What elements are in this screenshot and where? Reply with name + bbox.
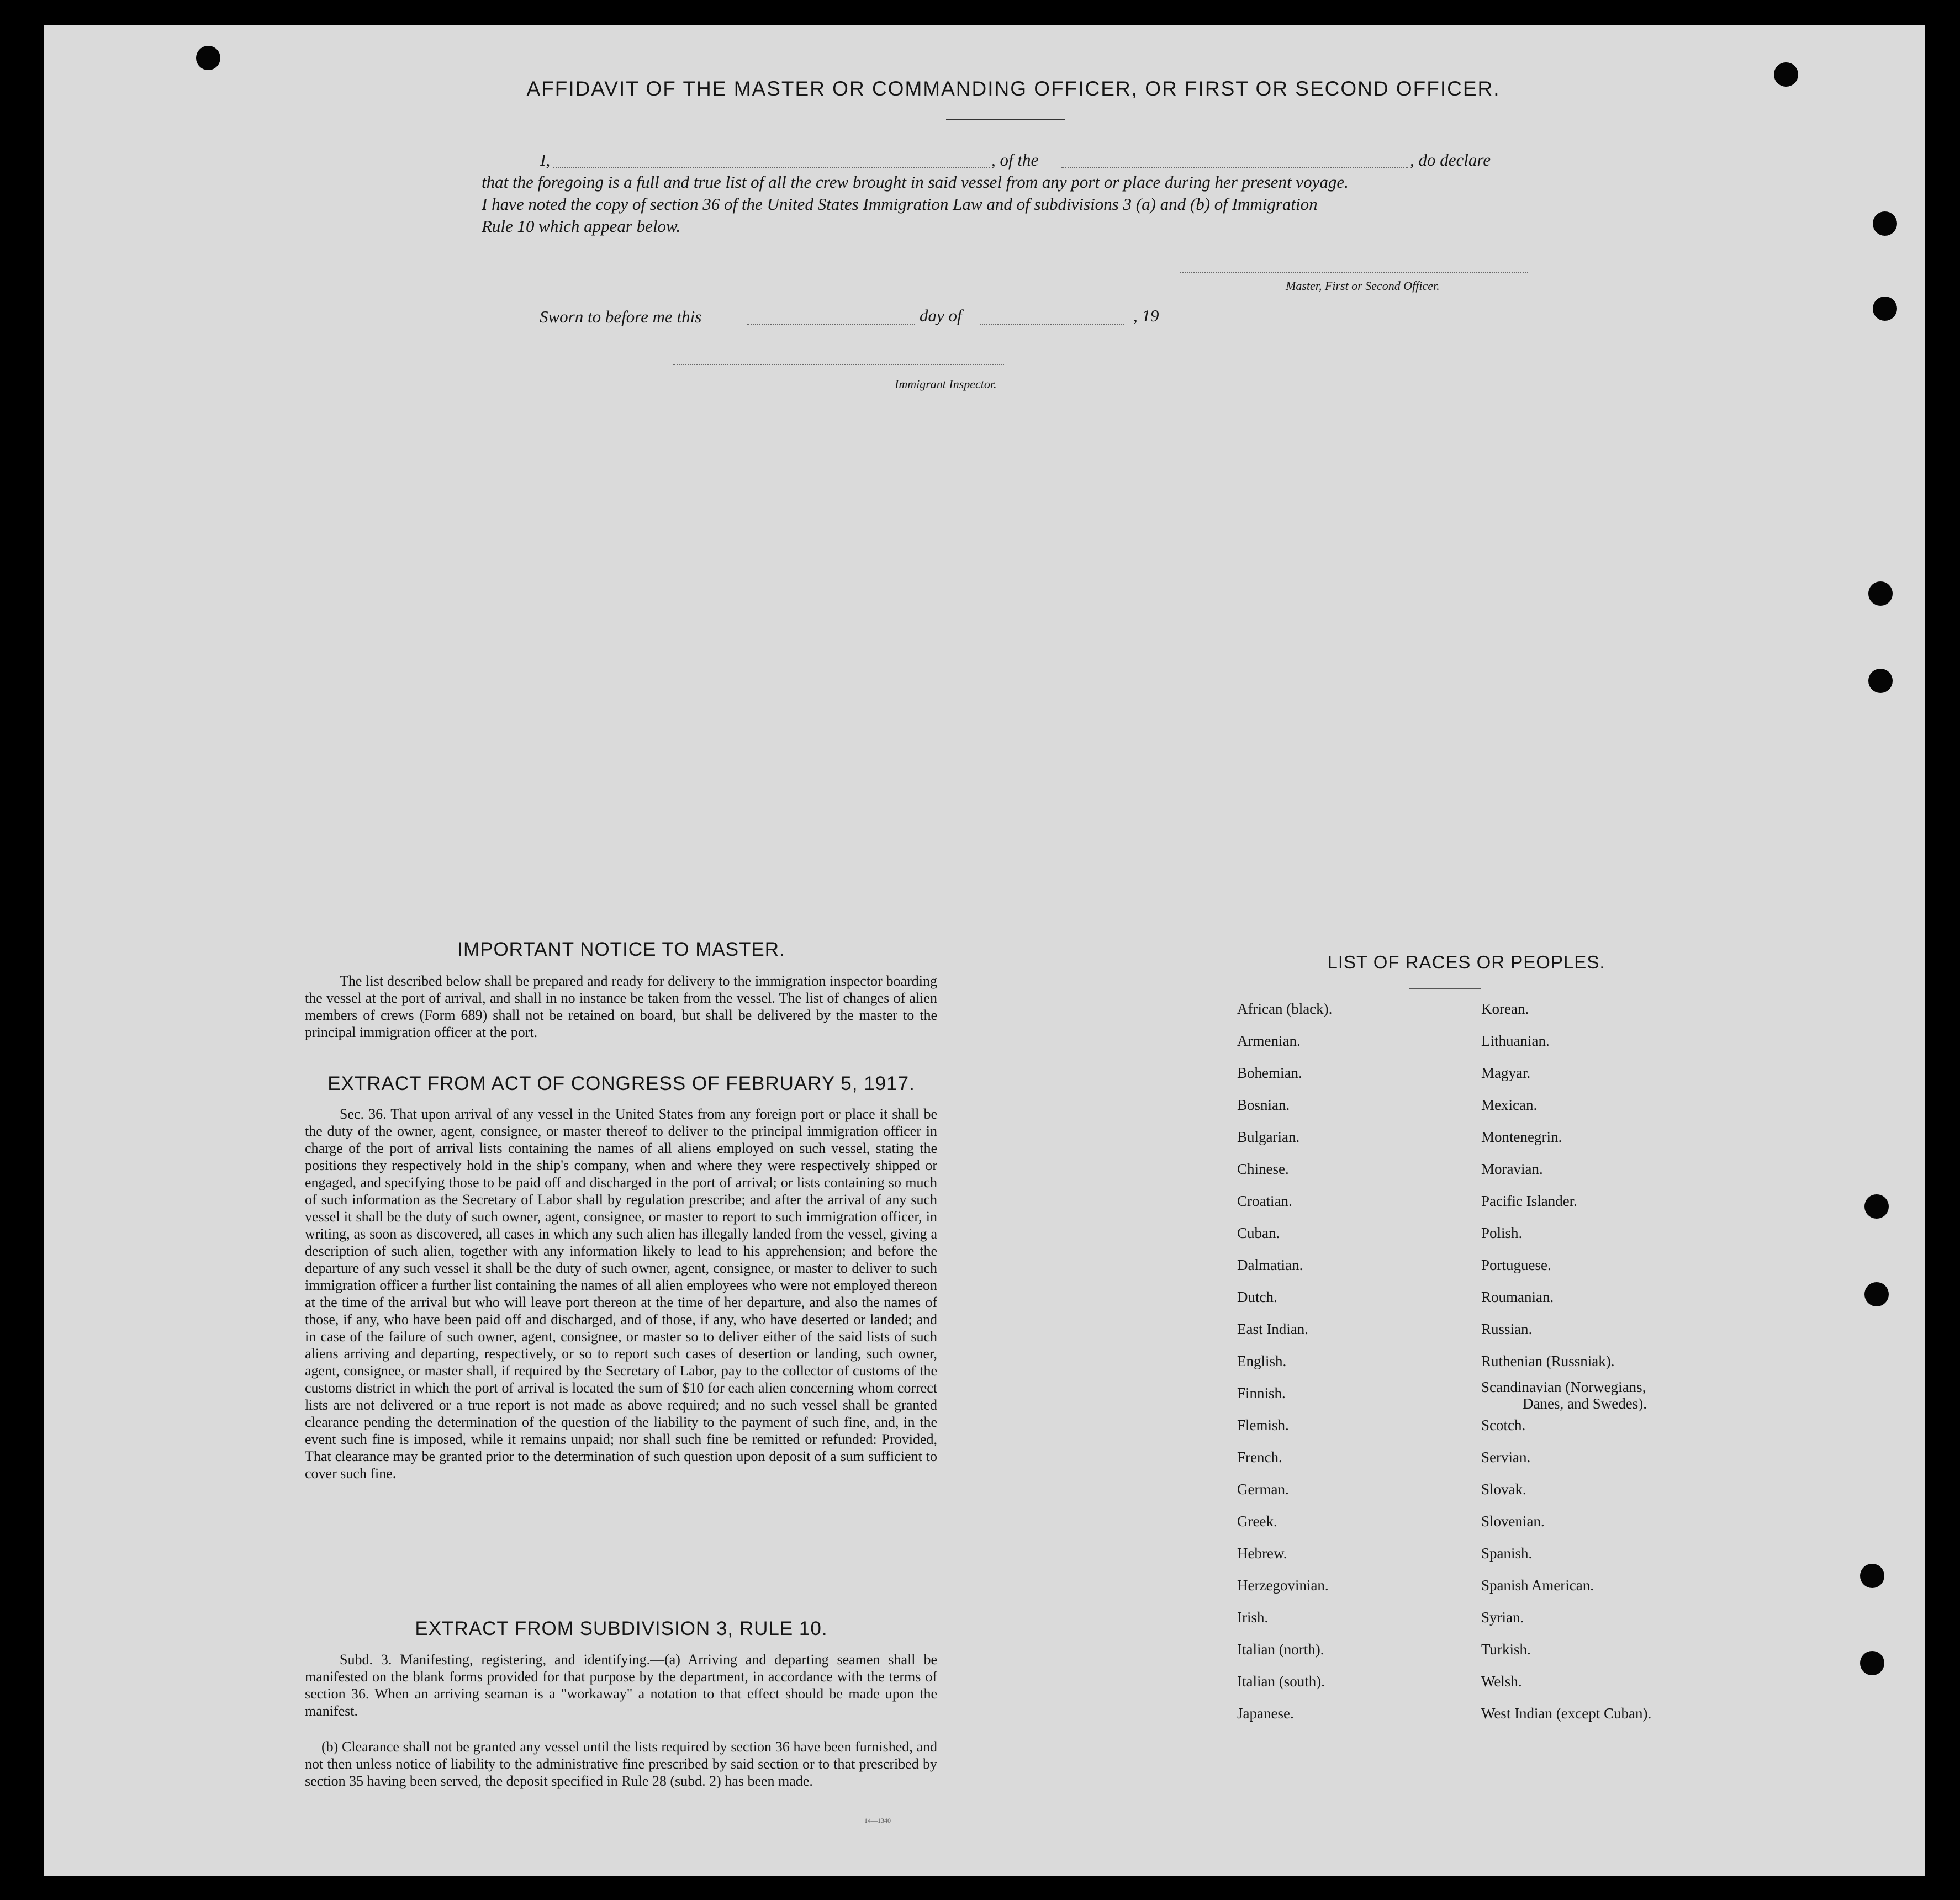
race-item: Russian.	[1481, 1321, 1533, 1337]
notice-body: The list described below shall be prepared and ready for delivery to the immigration inspector boarding the vessel at the port of arrival, and shall in no instance be taken from the vessel. The list of changes of alien members of crews (Form 689) shall not be retained on board, but shall be delivered by the master to the principal immigration officer at the port.	[305, 973, 937, 1040]
race-item: Herzegovinian.	[1237, 1577, 1329, 1594]
race-item: Dalmatian.	[1237, 1257, 1303, 1273]
race-item: German.	[1237, 1481, 1289, 1497]
rule-heading: EXTRACT FROM SUBDIVISION 3, RULE 10.	[415, 1618, 828, 1639]
races-underline	[1409, 988, 1481, 989]
race-item: English.	[1237, 1353, 1287, 1369]
race-item: Syrian.	[1481, 1609, 1524, 1626]
race-item: West Indian (except Cuban).	[1481, 1705, 1652, 1722]
rule-para-a: Subd. 3. Manifesting, registering, and identifying.—(a) Arriving and departing seamen shall be manifested on the blank forms provided for that purpose by the department, in accordance with the terms of section 36. When an arriving seaman is a "workaway" a notation to that effect should be made upon the manifest.	[305, 1652, 937, 1719]
act-body: Sec. 36. That upon arrival of any vessel in the United States from any foreign port or place it shall be the duty of the owner, agent, consignee, or master thereof to deliver to the principal immigration officer in charge of the port of arrival lists containing the names of all aliens employed on such vessel, stating the positions they respectively hold in the ship's company, when and where they were respectively shipped or engaged, and specifying those to be paid off and discharged in the port of arrival; or lists containing so much of such information as the Secretary of Labor shall by regulation prescribe; and after the arrival of any such vessel it shall be the duty of such owner, agent, consignee, or master to report to such immigration officer, in writing, as soon as discovered, all cases in which any such alien has illegally landed from the vessel, giving a description of such alien, together with any information likely to lead to his apprehension; and before the departure of any such vessel it shall be the duty of such owner, agent, consignee, or master to deliver to such immigration officer a further list containing the names of all alien employees who were not employed thereon at the time of the arrival but who will leave port thereon at the time of her departure, and also the names of those, if any, who have been paid off and discharged, and of those, if any, who have deserted or landed; and in case of the failure of such owner, agent, consignee, or master so to deliver either of the said lists of such aliens arriving and departing, respectively, or so to report such cases of desertion or landing, such owner, agent, consignee, or master shall, if required by the Secretary of Labor, pay to the collector of customs of the customs district in which the port of arrival is located the sum of $10 for each alien concerning whom correct lists are not delivered or a true report is not made as above required; and no such vessel shall be granted clearance pending the determination of the question of the liability to the payment of such fine, and, in the event such fine is imposed, while it remains unpaid; nor shall such fine be remitted or refunded: Provided, That clearance may be granted prior to the determination of such question upon deposit of a sum sufficient to cover such fine.	[305, 1106, 937, 1481]
punch-hole	[1873, 211, 1897, 236]
race-item: East Indian.	[1237, 1321, 1308, 1337]
race-item: Montenegrin.	[1481, 1129, 1562, 1145]
punch-hole	[1860, 1651, 1884, 1675]
race-item-continuation: Danes, and Swedes).	[1523, 1395, 1647, 1412]
races-heading: LIST OF RACES OR PEOPLES.	[1327, 952, 1605, 972]
title-underline	[946, 119, 1065, 120]
race-item: Japanese.	[1237, 1705, 1294, 1722]
punch-hole	[1864, 1194, 1889, 1219]
inspector-caption: Immigrant Inspector.	[895, 377, 997, 391]
race-item: Korean.	[1481, 1001, 1529, 1017]
race-item: French.	[1237, 1449, 1282, 1465]
year-text: , 19	[1133, 306, 1159, 325]
punch-hole	[1868, 669, 1893, 693]
race-item: Scotch.	[1481, 1417, 1526, 1433]
race-item: Croatian.	[1237, 1193, 1292, 1209]
race-item: Slovak.	[1481, 1481, 1526, 1497]
race-item: Scandinavian (Norwegians,	[1481, 1379, 1646, 1395]
form-code: 14—1340	[864, 1817, 891, 1824]
race-item: Bosnian.	[1237, 1097, 1290, 1113]
notice-heading: IMPORTANT NOTICE TO MASTER.	[457, 939, 785, 960]
sworn-text: Sworn to before me this	[540, 307, 702, 326]
rule-para-b: (b) Clearance shall not be granted any vessel until the lists required by section 36 have been furnished, and not then unless notice of liability to the administrative fine prescribed by said section or to that prescribed by section 35 having been served, the deposit specified in Rule 28 (subd. 2) has been made.	[305, 1739, 937, 1789]
punch-hole	[1868, 581, 1893, 606]
name-blank[interactable]	[553, 167, 990, 168]
punch-hole	[1873, 297, 1897, 321]
race-item: Turkish.	[1481, 1641, 1531, 1658]
race-item: Cuban.	[1237, 1225, 1280, 1241]
race-item: Hebrew.	[1237, 1545, 1287, 1562]
punch-hole	[1864, 1282, 1889, 1306]
race-item: Servian.	[1481, 1449, 1531, 1465]
affidavit-line-3: I have noted the copy of section 36 of the United States Immigration Law and of subdivisions 3 (a) and (b) of Immigration	[482, 194, 1318, 214]
race-item: Pacific Islander.	[1481, 1193, 1577, 1209]
affidavit-line-2: that the foregoing is a full and true list of all the crew brought in said vessel from any port or place during her present voyage.	[482, 172, 1349, 192]
officer-signature-line[interactable]	[1180, 272, 1528, 273]
race-item: Moravian.	[1481, 1161, 1543, 1177]
punch-hole	[1860, 1564, 1884, 1588]
affidavit-line-4: Rule 10 which appear below.	[482, 216, 681, 236]
race-item: Ruthenian (Russniak).	[1481, 1353, 1615, 1369]
race-item: Portuguese.	[1481, 1257, 1551, 1273]
sworn-day-blank[interactable]	[747, 324, 915, 325]
affidavit-line-i: I,	[540, 150, 551, 170]
race-item: Polish.	[1481, 1225, 1523, 1241]
race-item: Mexican.	[1481, 1097, 1538, 1113]
race-item: Magyar.	[1481, 1065, 1531, 1081]
race-item: Roumanian.	[1481, 1289, 1554, 1305]
race-item: Welsh.	[1481, 1673, 1522, 1690]
race-item: Flemish.	[1237, 1417, 1289, 1433]
race-item: Irish.	[1237, 1609, 1269, 1626]
race-item: Spanish.	[1481, 1545, 1533, 1562]
race-item: Slovenian.	[1481, 1513, 1545, 1529]
race-item: Italian (north).	[1237, 1641, 1324, 1658]
race-item: Spanish American.	[1481, 1577, 1594, 1594]
affidavit-title: AFFIDAVIT OF THE MASTER OR COMMANDING OFFICER, OR FIRST OR SECOND OFFICER.	[526, 77, 1501, 100]
punch-hole	[196, 46, 220, 70]
day-of-text: day of	[920, 306, 962, 325]
race-item: Bulgarian.	[1237, 1129, 1300, 1145]
affidavit-of-the: , of the	[991, 150, 1039, 170]
race-item: Bohemian.	[1237, 1065, 1302, 1081]
affidavit-do-declare: , do declare	[1410, 150, 1491, 170]
race-item: Italian (south).	[1237, 1673, 1325, 1690]
race-item: Armenian.	[1237, 1033, 1301, 1049]
officer-caption: Master, First or Second Officer.	[1286, 279, 1440, 293]
race-item: Chinese.	[1237, 1161, 1289, 1177]
act-heading: EXTRACT FROM ACT OF CONGRESS OF FEBRUARY 5, 1917.	[327, 1073, 915, 1094]
race-item: Finnish.	[1237, 1385, 1286, 1401]
race-item: Greek.	[1237, 1513, 1277, 1529]
race-item: Dutch.	[1237, 1289, 1277, 1305]
race-item: African (black).	[1237, 1001, 1333, 1017]
punch-hole	[1774, 62, 1798, 87]
race-item: Lithuanian.	[1481, 1033, 1550, 1049]
inspector-signature-line[interactable]	[673, 364, 1004, 365]
sworn-month-blank[interactable]	[980, 324, 1124, 325]
vessel-blank[interactable]	[1061, 167, 1408, 168]
